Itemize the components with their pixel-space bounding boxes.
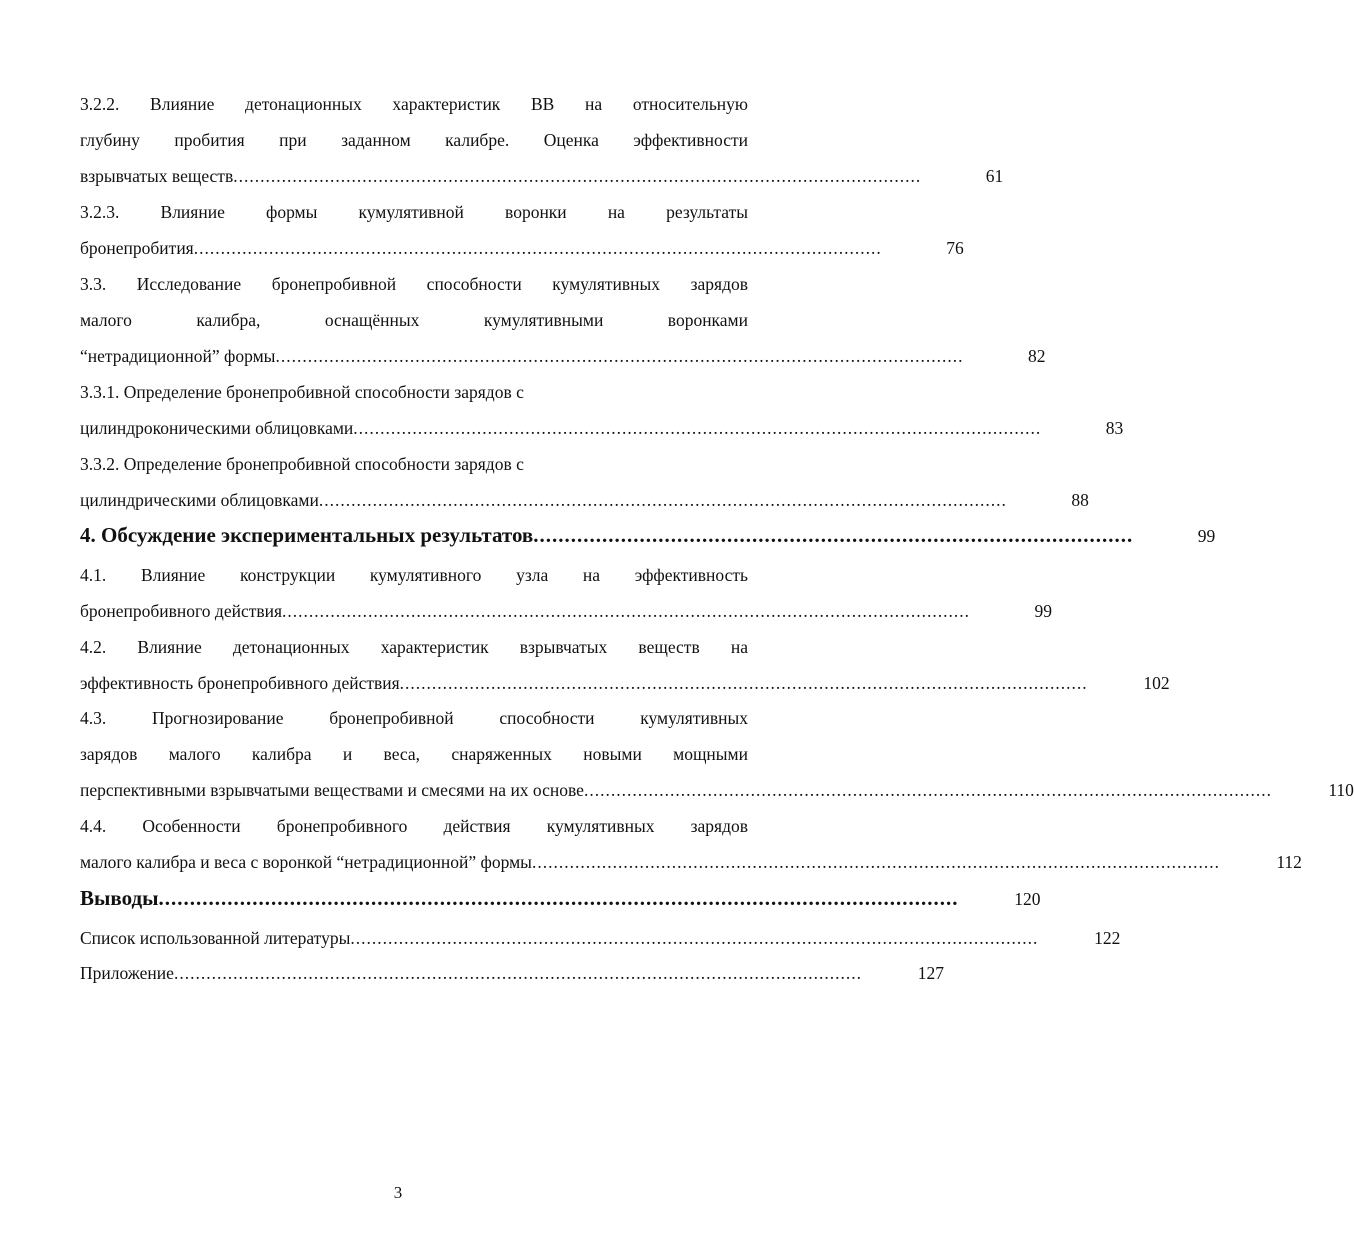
toc-entry-title: взрывчатых веществ xyxy=(80,166,234,186)
toc-entry-leader-line xyxy=(80,844,1302,880)
toc-page-number: 83 xyxy=(1105,418,1124,438)
toc-entry-leader-line xyxy=(80,772,1354,808)
toc-entry-title: Приложение xyxy=(80,963,174,983)
toc-entry-leader-line xyxy=(80,880,1041,916)
toc-entry-3-2-2 xyxy=(80,86,1004,194)
toc-entry-4-2 xyxy=(80,629,1170,701)
dot-leader: ................................................................................................................................ xyxy=(193,238,882,258)
toc-entry-line: 4.1. Влияние конструкции кумулятивного узла на эффективность xyxy=(80,565,748,585)
toc-entry-line: 3.2.2. Влияние детонационных характеристик ВВ на относительную xyxy=(80,94,748,114)
toc-entry-line: глубину пробития при заданном калибре. Оценка эффективности xyxy=(80,130,748,150)
dot-leader: ................................................................................................................................ xyxy=(173,963,862,983)
toc-entry-line: 4.4. Особенности бронепробивного действия кумулятивных зарядов xyxy=(80,816,748,836)
toc-entry-title: бронепробития xyxy=(80,238,194,258)
toc-entry-title: цилиндроконическими облицовками xyxy=(80,418,354,438)
toc-entry-leader-line xyxy=(80,158,1004,194)
toc-page-number: 88 xyxy=(1071,490,1089,510)
toc-entry-title: малого калибра и веса с воронкой “нетрадиционной” формы xyxy=(80,852,532,872)
toc-entry-line: малого калибра, оснащённых кумулятивными воронками xyxy=(80,310,748,330)
toc-page-number: 110 xyxy=(1328,780,1354,800)
dot-leader: ................................................................................................................................ xyxy=(318,490,1007,510)
toc-entry-leader-line xyxy=(80,665,1170,701)
toc-page-number: 112 xyxy=(1276,852,1302,872)
dot-leader: ................................................................................................................................ xyxy=(233,166,922,186)
toc-entry-3-2-3 xyxy=(80,194,964,266)
toc-entry-title: перспективными взрывчатыми веществами и смесями на их основе xyxy=(80,780,584,800)
dot-leader: ................................................................................................................................ xyxy=(399,673,1088,693)
dot-leader: ................................................................................................................................ xyxy=(531,852,1220,872)
toc-entry-3-3-2 xyxy=(80,446,1089,518)
dot-leader: ................................................................................................................................ xyxy=(350,928,1039,948)
toc-page-number: 120 xyxy=(1014,889,1041,909)
toc-entry-leader-line xyxy=(80,517,1216,553)
dot-leader: ................................................................................................................................ xyxy=(282,601,971,621)
toc-entry-4-4 xyxy=(80,808,1302,880)
toc-entry-line: 3.3. Исследование бронепробивной способности кумулятивных зарядов xyxy=(80,274,748,294)
toc-page-number: 99 xyxy=(1034,601,1053,621)
toc-entry-4-3 xyxy=(80,700,1354,808)
toc-entry-leader-line xyxy=(80,230,964,266)
dot-leader: ................................................................................................................................ xyxy=(158,886,959,910)
toc-entry-chapter-4 xyxy=(80,517,1216,553)
toc-entry-line: 4.3. Прогнозирование бронепробивной способности кумулятивных xyxy=(80,708,748,728)
toc-entry-title: цилиндрическими облицовками xyxy=(80,490,319,510)
toc-page-number: 76 xyxy=(946,238,964,258)
toc-entry-conclusions xyxy=(80,880,1041,916)
toc-page-number: 127 xyxy=(917,963,944,983)
toc-entry-line: 3.2.3. Влияние формы кумулятивной воронки на результаты xyxy=(80,202,748,222)
toc-page-number: 82 xyxy=(1027,346,1046,366)
toc-chapter-title: Выводы xyxy=(80,886,159,910)
toc-entry-3-3 xyxy=(80,266,1046,374)
toc-page-number: 61 xyxy=(985,166,1004,186)
page-number: 3 xyxy=(393,1183,403,1202)
toc-entry-title: бронепробивного действия xyxy=(80,601,283,621)
toc-entry-leader-line xyxy=(80,338,1046,374)
toc-entry-leader-line xyxy=(80,920,1121,956)
dot-leader: ................................................................................................................................ xyxy=(353,418,1042,438)
dot-leader: ................................................................................................ xyxy=(533,523,1134,547)
toc-entry-appendix xyxy=(80,955,944,991)
toc-entry-leader-line xyxy=(80,955,944,991)
toc-chapter-title: 4. Обсуждение экспериментальных результатов xyxy=(80,523,534,547)
toc-entry-title: “нетрадиционной” формы xyxy=(80,346,276,366)
toc-entry-title: Список использованной литературы xyxy=(80,928,351,948)
toc-entry-leader-line xyxy=(80,410,1124,446)
toc-page-number: 99 xyxy=(1197,526,1216,546)
toc-entry-line: 4.2. Влияние детонационных характеристик взрывчатых веществ на xyxy=(80,637,748,657)
toc-entry-line: 3.3.2. Определение бронепробивной способности зарядов с xyxy=(80,454,524,474)
toc-entry-title: эффективность бронепробивного действия xyxy=(80,673,400,693)
dot-leader: ................................................................................................................................ xyxy=(275,346,964,366)
toc-entry-references xyxy=(80,920,1121,956)
toc-page-number: 122 xyxy=(1094,928,1121,948)
toc-entry-line: зарядов малого калибра и веса, снаряженных новыми мощными xyxy=(80,744,748,764)
dot-leader: ................................................................................................................................ xyxy=(583,780,1272,800)
toc-entry-3-3-1 xyxy=(80,374,1124,446)
toc-entry-line: 3.3.1. Определение бронепробивной способности зарядов с xyxy=(80,382,524,402)
toc-entry-4-1 xyxy=(80,557,1053,629)
toc-entry-leader-line xyxy=(80,593,1053,629)
toc-entry-leader-line xyxy=(80,482,1089,518)
toc-page-number: 102 xyxy=(1143,673,1170,693)
